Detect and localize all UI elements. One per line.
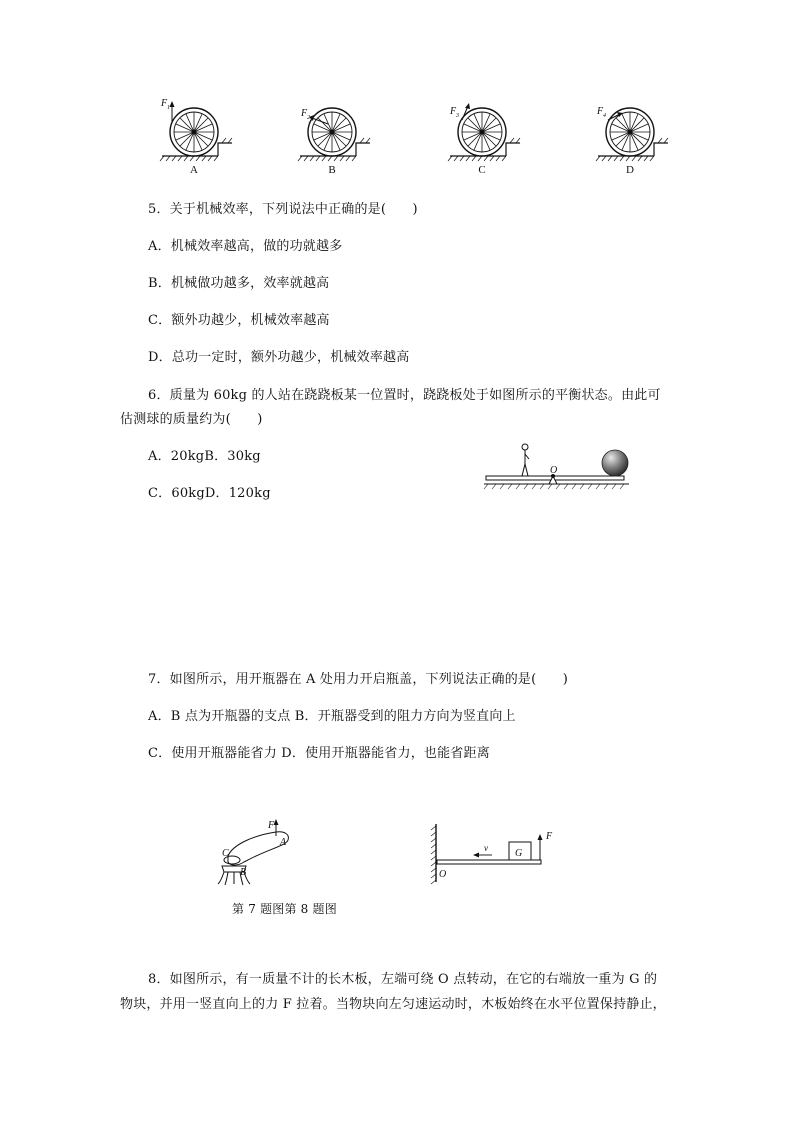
q5-stem: 5．关于机械效率，下列说法中正确的是( ) xyxy=(148,202,418,217)
q6-stem-line2: 估测球的质量约为( ) xyxy=(120,412,263,427)
q7-label-a: A xyxy=(280,837,287,848)
wheel-diagram-a xyxy=(160,98,240,168)
figure-caption-7-8: 第 7 题图第 8 题图 xyxy=(232,902,337,916)
wheel-option-b-label: B xyxy=(328,164,336,176)
pivot-label: O xyxy=(550,465,558,476)
q7-label-c: C xyxy=(222,848,229,859)
q7-options-line1: A．B 点为开瓶器的支点 B．开瓶器受到的阻力方向为竖直向上 xyxy=(148,709,516,724)
q5-option-d: D．总功一定时，额外功越少，机械效率越高 xyxy=(148,350,410,365)
q6-options-line1: A．20kgB．30kg xyxy=(148,449,261,464)
q6-options-line2: C．60kgD．120kg xyxy=(148,486,271,501)
q5-option-a: A．机械效率越高，做的功就越多 xyxy=(148,239,343,254)
q7-label-b: B xyxy=(240,867,247,878)
q8-label-g: G xyxy=(515,848,523,859)
q5-option-c: C．额外功越少，机械效率越高 xyxy=(148,313,330,328)
seesaw-diagram xyxy=(484,440,634,490)
q5-option-b: B．机械做功越多，效率就越高 xyxy=(148,276,330,291)
force-sub-3: 3 xyxy=(456,113,459,119)
q7-label-f: F xyxy=(268,820,275,831)
force-label-f4: F xyxy=(597,106,604,117)
force-sub-1: 1 xyxy=(167,105,170,111)
q8-label-o: O xyxy=(439,869,447,880)
wheel-diagram-d xyxy=(596,98,676,168)
force-sub-2: 2 xyxy=(307,115,310,121)
lever-board-diagram xyxy=(428,822,568,892)
force-label-f1: F xyxy=(161,98,168,109)
q7-stem: 7．如图所示，用开瓶器在 A 处用力开启瓶盖，下列说法正确的是( ) xyxy=(148,672,569,687)
wheel-diagram-b xyxy=(298,98,378,168)
ball-icon xyxy=(602,450,628,476)
force-label-f2: F xyxy=(301,108,308,119)
wheel-option-d-label: D xyxy=(626,164,634,176)
q8-stem-line1: 8．如图所示，有一质量不计的长木板，左端可绕 O 点转动，在它的右端放一重为 G 的 xyxy=(148,972,658,987)
wheel-option-a-label: A xyxy=(190,164,198,176)
force-label-f3: F xyxy=(450,106,457,117)
wheel-option-c-label: C xyxy=(478,164,486,176)
bottle-opener-diagram xyxy=(210,818,300,888)
q8-stem-line2: 物块，并用一竖直向上的力 F 拉着。当物块向左匀速运动时，木板始终在水平位置保持静止， xyxy=(120,997,666,1012)
q8-label-f: F xyxy=(546,831,553,842)
force-sub-4: 4 xyxy=(603,113,606,119)
q7-options-line2: C．使用开瓶器能省力 D．使用开瓶器能省力，也能省距离 xyxy=(148,746,490,761)
wheel-diagram-c xyxy=(448,98,528,168)
q8-label-v: v xyxy=(484,843,488,853)
q6-stem-line1: 6．质量为 60kg 的人站在跷跷板某一位置时，跷跷板处于如图所示的平衡状态。由此可 xyxy=(148,388,661,403)
